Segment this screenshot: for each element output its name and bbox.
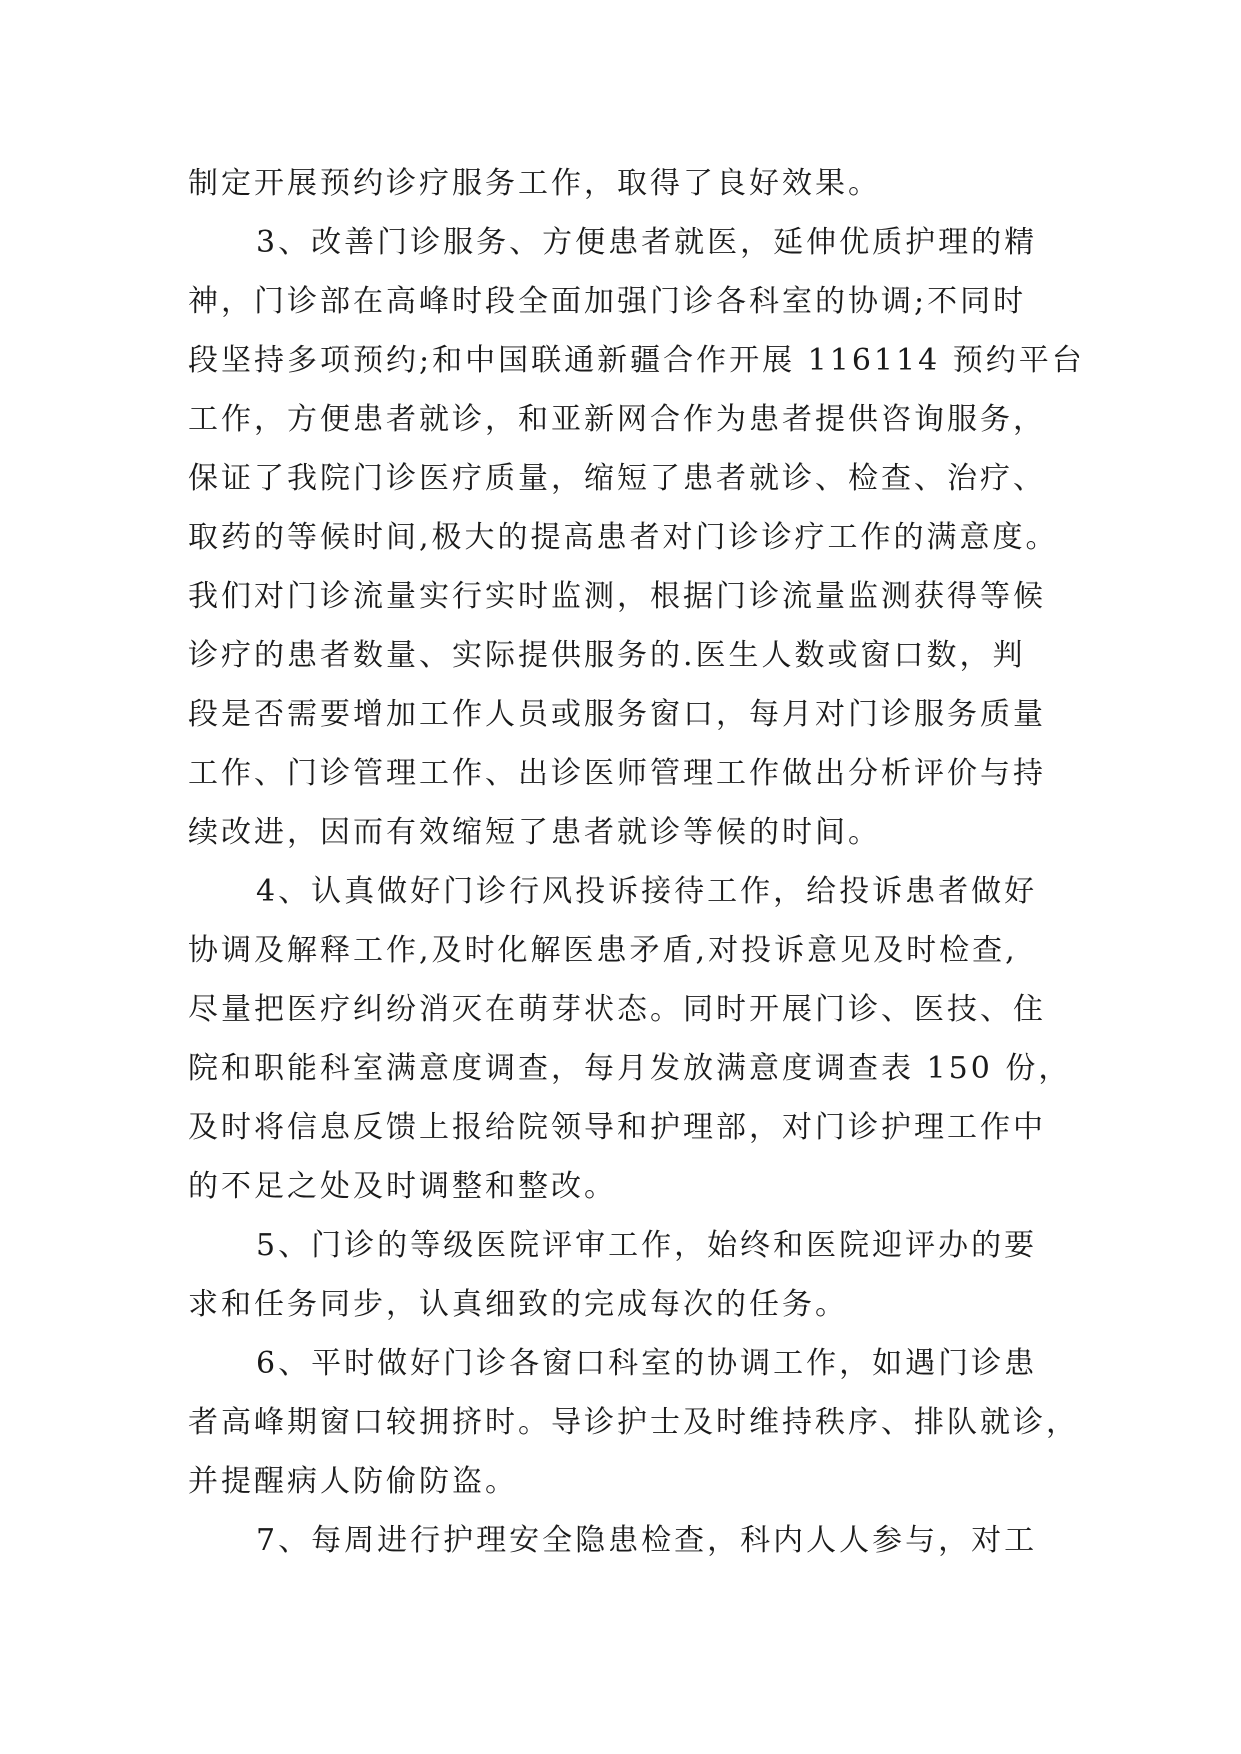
text-line: 7、每周进行护理安全隐患检查，科内人人参与，对工 [256, 1523, 1038, 1558]
text-line: 求和任务同步，认真细致的完成每次的任务。 [188, 1287, 848, 1322]
text-line: 续改进，因而有效缩短了患者就诊等候的时间。 [188, 815, 881, 850]
text-line: 院和职能科室满意度调查，每月发放满意度调查表 150 份， [188, 1051, 1072, 1086]
text-line: 工作，方便患者就诊，和亚新网合作为患者提供咨询服务， [188, 402, 1046, 437]
text-line: 5、门诊的等级医院评审工作，始终和医院迎评办的要 [256, 1228, 1038, 1263]
text-line: 者高峰期窗口较拥挤时。导诊护士及时维持秩序、排队就诊， [188, 1405, 1079, 1440]
text-line: 工作、门诊管理工作、出诊医师管理工作做出分析评价与持 [188, 756, 1046, 791]
text-line: 协调及解释工作,及时化解医患矛盾,对投诉意见及时检查, [188, 933, 1018, 968]
text-line: 6、平时做好门诊各窗口科室的协调工作，如遇门诊患 [256, 1346, 1038, 1381]
text-line: 取药的等候时间,极大的提高患者对门诊诊疗工作的满意度。 [188, 520, 1059, 555]
text-line: 并提醒病人防偷防盗。 [188, 1464, 518, 1499]
text-line: 3、改善门诊服务、方便患者就医，延伸优质护理的精 [256, 225, 1038, 260]
text-line: 神，门诊部在高峰时段全面加强门诊各科室的协调;不同时 [188, 284, 1027, 319]
text-line: 制定开展预约诊疗服务工作，取得了良好效果。 [188, 166, 881, 201]
text-line: 段坚持多项预约;和中国联通新疆合作开展 116114 预约平台 [188, 343, 1085, 378]
text-line: 我们对门诊流量实行实时监测，根据门诊流量监测获得等候 [188, 579, 1046, 614]
text-line: 及时将信息反馈上报给院领导和护理部，对门诊护理工作中 [188, 1110, 1046, 1145]
text-line: 尽量把医疗纠纷消灭在萌芽状态。同时开展门诊、医技、住 [188, 992, 1046, 1027]
text-line: 保证了我院门诊医疗质量，缩短了患者就诊、检查、治疗、 [188, 461, 1046, 496]
text-line: 4、认真做好门诊行风投诉接待工作，给投诉患者做好 [256, 874, 1038, 909]
document-body [188, 154, 1085, 1570]
text-line: 的不足之处及时调整和整改。 [188, 1169, 617, 1204]
text-line: 诊疗的患者数量、实际提供服务的.医生人数或窗口数，判 [188, 638, 1026, 673]
text-line: 段是否需要增加工作人员或服务窗口，每月对门诊服务质量 [188, 697, 1046, 732]
